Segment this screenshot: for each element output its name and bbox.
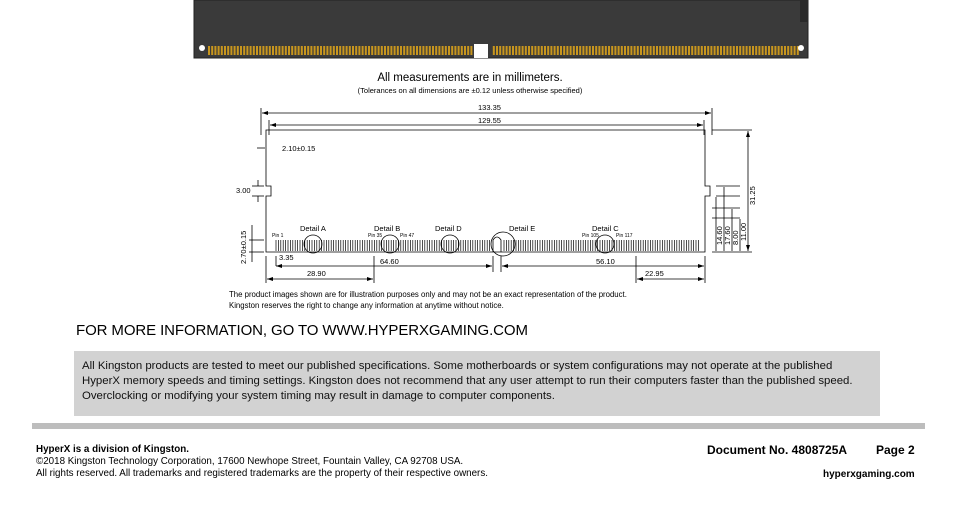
dim-pin-height: 2.70±0.15	[239, 230, 248, 264]
dim-inner-length: 129.55	[478, 116, 501, 125]
measurement-note: All measurements are in millimeters.	[377, 72, 563, 84]
detail-e-label: Detail E	[509, 224, 536, 233]
copyright-line: ©2018 Kingston Technology Corporation, 17600 Newhope Street, Fountain Valley, CA 92708 USA.	[36, 456, 464, 467]
detail-d-label: Detail D	[435, 224, 462, 233]
more-info-heading: FOR MORE INFORMATION, GO TO WWW.HYPERXGAMING.COM	[76, 322, 528, 339]
tolerance-note: (Tolerances on all dimensions are ±0.12 unless otherwise specified)	[357, 86, 583, 95]
detail-a-label: Detail A	[300, 224, 326, 233]
pin-117-label: Pin 117	[616, 233, 633, 239]
detail-b-label: Detail B	[374, 224, 401, 233]
illustration-disclaimer	[229, 290, 749, 311]
dim-overall-length: 133.35	[478, 103, 501, 112]
disclaimer-line-2: Kingston reserves the right to change any information at anytime without notice.	[229, 300, 504, 310]
notice-text: All Kingston products are tested to meet our published specifications. Some motherboards or system configurations may not operate at the published HyperX memory speeds and timing settings. Kingston does not recommend that any user attempt to run their computers faster than the published speed. Overclocking or modifying your system timing may result in damage to computer components.	[82, 360, 853, 402]
dim-height-b: 17.60	[723, 226, 732, 245]
dim-side-notch: 3.00	[236, 186, 251, 195]
footer-website: hyperxgaming.com	[823, 469, 915, 480]
dim-height-d: 11.00	[739, 222, 748, 241]
page-number: Page 2	[876, 443, 915, 457]
dim-left-span: 28.90	[307, 269, 326, 278]
dim-right-span: 22.95	[645, 269, 664, 278]
detail-c-label: Detail C	[592, 224, 619, 233]
document-number: Document No. 4808725A	[707, 443, 848, 457]
specification-notice	[74, 351, 880, 416]
pin-47-label: Pin 47	[400, 233, 415, 239]
dim-height-a: 14.60	[715, 226, 724, 245]
pin-row	[276, 240, 698, 251]
pin-105-label: Pin 105	[582, 233, 599, 239]
dim-right-notch: 56.10	[596, 257, 615, 266]
pin-1-label: Pin 1	[272, 233, 284, 239]
dim-left-notch: 64.60	[380, 257, 399, 266]
disclaimer-line-1: The product images shown are for illustration purposes only and may not be an exact representation of the product.	[229, 290, 627, 299]
brand-line: HyperX is a division of Kingston.	[36, 444, 189, 455]
dim-height-c: 8.00	[731, 230, 740, 245]
pin-35-label: Pin 35	[368, 233, 383, 239]
dim-first-pin: 3.35	[279, 253, 294, 262]
dim-height-total: 31.25	[748, 186, 757, 205]
dim-notch-width: 2.10±0.15	[282, 144, 316, 153]
footer-divider	[32, 423, 925, 429]
footer-legal	[36, 444, 488, 480]
rights-line: All rights reserved. All trademarks and registered trademarks are the property of their respective owners.	[36, 468, 488, 479]
